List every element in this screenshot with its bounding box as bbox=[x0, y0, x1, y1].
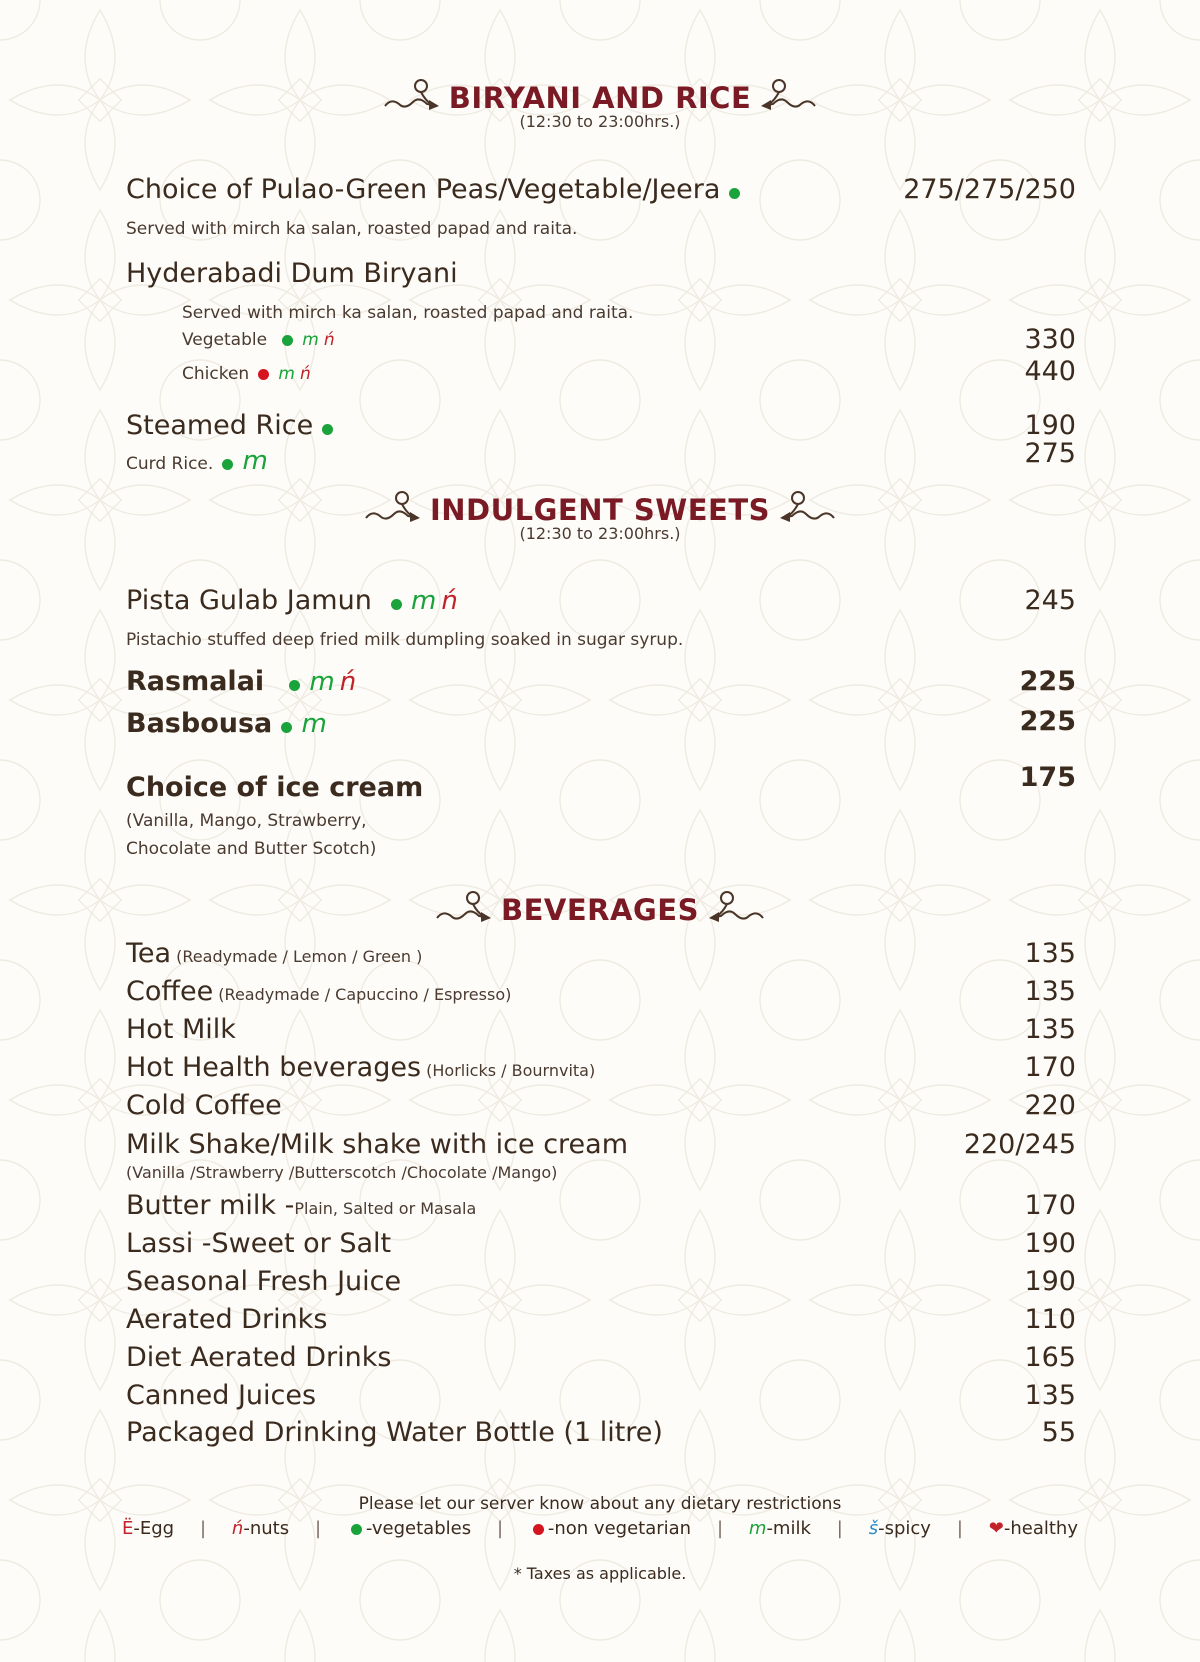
item-price: 165 bbox=[1024, 1342, 1076, 1373]
symbol-legend bbox=[122, 1518, 1078, 1539]
milk-icon: m bbox=[748, 1518, 767, 1539]
nuts-icon: ń bbox=[441, 586, 458, 616]
menu-item-basbousa bbox=[126, 708, 1076, 739]
milk-icon: m bbox=[242, 446, 268, 476]
beverage-water-bottle bbox=[126, 1417, 1076, 1448]
biryani-section-title: BIRYANI AND RICE bbox=[448, 81, 752, 115]
item-name: Rasmalai bbox=[126, 666, 265, 697]
biryani-hours: (12:30 to 23:00hrs.) bbox=[519, 112, 681, 131]
item-price: 220/245 bbox=[963, 1129, 1076, 1160]
item-name: Milk Shake/Milk shake with ice cream bbox=[126, 1129, 629, 1160]
item-name: Choice of Pulao-Green Peas/Vegetable/Jeera bbox=[126, 174, 721, 205]
item-price: 175 bbox=[1019, 762, 1076, 793]
left-flourish-icon bbox=[362, 488, 422, 532]
beverage-fresh-juice bbox=[126, 1266, 1076, 1297]
legend-separator: | bbox=[199, 1518, 207, 1539]
nuts-icon: ń bbox=[339, 667, 357, 697]
dietary-notice: Please let our server know about any dietary restrictions bbox=[358, 1494, 842, 1514]
legend-separator: | bbox=[956, 1518, 963, 1539]
item-name: Butter milk - bbox=[126, 1190, 295, 1221]
item-price: 55 bbox=[1041, 1417, 1076, 1448]
item-name: Hyderabadi Dum Biryani bbox=[126, 258, 458, 289]
item-price: 110 bbox=[1024, 1304, 1076, 1335]
option-label: Chicken bbox=[182, 364, 250, 384]
veg-icon bbox=[282, 335, 293, 346]
dum-biryani-description: Served with mirch ka salan, roasted papad and raita. bbox=[182, 303, 634, 323]
menu-item-steamed-rice bbox=[126, 410, 1076, 441]
beverage-butter-milk bbox=[126, 1190, 1076, 1221]
item-name: Pista Gulab Jamun bbox=[126, 585, 372, 616]
legend-milk: m-milk bbox=[748, 1518, 811, 1539]
item-price: 135 bbox=[1024, 1014, 1076, 1045]
beverage-coffee bbox=[126, 976, 1076, 1007]
item-name: Tea bbox=[126, 938, 172, 969]
option-price: 440 bbox=[1024, 356, 1076, 387]
item-note: (Readymade / Lemon / Green ) bbox=[176, 947, 423, 966]
item-name: Canned Juices bbox=[126, 1380, 317, 1411]
sweets-hours: (12:30 to 23:00hrs.) bbox=[519, 524, 681, 543]
pulao-description: Served with mirch ka salan, roasted papad and raita. bbox=[126, 219, 578, 239]
milk-icon: m bbox=[278, 364, 295, 384]
milk-icon: m bbox=[301, 709, 327, 739]
veg-icon bbox=[289, 680, 300, 691]
item-name: Basbousa bbox=[126, 708, 273, 739]
milk-shake-flavours: (Vanilla /Strawberry /Butterscotch /Chocolate /Mango) bbox=[126, 1163, 558, 1182]
item-name: Seasonal Fresh Juice bbox=[126, 1266, 402, 1297]
item-price: 225 bbox=[1019, 706, 1076, 737]
nuts-icon: ń bbox=[231, 1518, 244, 1539]
menu-item-gulab-jamun bbox=[126, 585, 1076, 616]
item-price: 190 bbox=[1024, 1266, 1076, 1297]
menu-item-pulao bbox=[126, 174, 1076, 205]
item-name: Packaged Drinking Water Bottle (1 litre) bbox=[126, 1417, 663, 1448]
beverage-hot-milk bbox=[126, 1014, 1076, 1045]
item-name: Coffee bbox=[126, 976, 214, 1007]
left-flourish-icon bbox=[381, 76, 441, 120]
nuts-icon: ń bbox=[323, 330, 335, 350]
heart-icon: ❤ bbox=[988, 1518, 1004, 1539]
legend-spicy: š-spicy bbox=[868, 1518, 931, 1539]
beverages-section-title: BEVERAGES bbox=[501, 893, 699, 927]
item-name: Hot Milk bbox=[126, 1014, 236, 1045]
right-flourish-icon bbox=[759, 76, 819, 120]
left-flourish-icon bbox=[433, 888, 493, 932]
item-name: Steamed Rice bbox=[126, 410, 314, 441]
menu-item-curd-rice bbox=[126, 438, 1076, 476]
spicy-icon: š bbox=[868, 1518, 879, 1539]
item-price: 135 bbox=[1024, 938, 1076, 969]
item-price: 190 bbox=[1024, 1228, 1076, 1259]
beverages-section-header bbox=[0, 888, 1200, 932]
beverage-diet-aerated bbox=[126, 1342, 1076, 1373]
option-label: Vegetable bbox=[182, 330, 268, 350]
item-note: (Horlicks / Bournvita) bbox=[426, 1061, 596, 1080]
beverage-milk-shake bbox=[126, 1129, 1076, 1160]
item-price: 220 bbox=[1024, 1090, 1076, 1121]
veg-icon bbox=[322, 424, 333, 435]
legend-non-vegetarian: -non vegetarian bbox=[529, 1518, 691, 1539]
nonveg-icon bbox=[533, 1524, 544, 1535]
sweets-section-title: INDULGENT SWEETS bbox=[429, 493, 771, 527]
beverage-aerated bbox=[126, 1304, 1076, 1335]
item-price: 170 bbox=[1024, 1190, 1076, 1221]
beverage-tea bbox=[126, 938, 1076, 969]
veg-icon bbox=[281, 722, 292, 733]
veg-icon bbox=[222, 459, 233, 470]
biryani-section-header bbox=[0, 76, 1200, 131]
item-name: Aerated Drinks bbox=[126, 1304, 328, 1335]
veg-icon bbox=[351, 1524, 362, 1535]
beverage-lassi bbox=[126, 1228, 1076, 1259]
menu-item-ice-cream bbox=[126, 762, 1076, 803]
nuts-icon: ń bbox=[300, 364, 311, 384]
sweets-section-header bbox=[0, 488, 1200, 543]
legend-separator: | bbox=[314, 1518, 322, 1539]
option-price: 330 bbox=[1024, 324, 1076, 355]
dum-biryani-veg-option bbox=[182, 324, 1076, 355]
ice-cream-flavours-line-1: (Vanilla, Mango, Strawberry, bbox=[126, 811, 367, 831]
item-name: Hot Health beverages bbox=[126, 1052, 422, 1083]
milk-icon: m bbox=[302, 330, 319, 350]
legend-healthy: ❤-healthy bbox=[988, 1518, 1078, 1539]
beverage-canned-juices bbox=[126, 1380, 1076, 1411]
ice-cream-flavours-line-2: Chocolate and Butter Scotch) bbox=[126, 839, 377, 859]
taxes-note: * Taxes as applicable. bbox=[513, 1564, 687, 1583]
item-price: 225 bbox=[1019, 666, 1076, 697]
beverage-cold-coffee bbox=[126, 1090, 1076, 1121]
item-price: 170 bbox=[1024, 1052, 1076, 1083]
item-price: 245 bbox=[1024, 585, 1076, 616]
veg-icon bbox=[729, 188, 740, 199]
legend-egg: Ë-Egg bbox=[122, 1518, 175, 1539]
item-price: 275/275/250 bbox=[903, 174, 1076, 205]
veg-icon bbox=[391, 599, 402, 610]
egg-icon: Ë bbox=[122, 1518, 134, 1539]
legend-separator: | bbox=[716, 1518, 724, 1539]
milk-icon: m bbox=[309, 667, 335, 697]
item-name: Curd Rice. bbox=[126, 454, 214, 474]
dum-biryani-chicken-option bbox=[182, 356, 1076, 387]
item-name: Lassi -Sweet or Salt bbox=[126, 1228, 392, 1259]
legend-separator: | bbox=[496, 1518, 504, 1539]
item-note: (Readymade / Capuccino / Espresso) bbox=[218, 985, 512, 1004]
right-flourish-icon bbox=[778, 488, 838, 532]
beverage-health bbox=[126, 1052, 1076, 1083]
item-price: 135 bbox=[1024, 1380, 1076, 1411]
item-note: Plain, Salted or Masala bbox=[294, 1199, 477, 1218]
legend-nuts: ń-nuts bbox=[231, 1518, 290, 1539]
item-price: 275 bbox=[1024, 438, 1076, 469]
item-name: Choice of ice cream bbox=[126, 772, 424, 803]
item-name: Cold Coffee bbox=[126, 1090, 282, 1121]
item-price: 135 bbox=[1024, 976, 1076, 1007]
right-flourish-icon bbox=[707, 888, 767, 932]
item-price: 190 bbox=[1024, 410, 1076, 441]
menu-item-dum-biryani bbox=[126, 258, 1076, 289]
gulab-jamun-description: Pistachio stuffed deep fried milk dumpling soaked in sugar syrup. bbox=[126, 630, 684, 650]
item-name: Diet Aerated Drinks bbox=[126, 1342, 392, 1373]
nonveg-icon bbox=[258, 369, 269, 380]
menu-item-rasmalai bbox=[126, 666, 1076, 697]
milk-icon: m bbox=[411, 586, 437, 616]
legend-separator: | bbox=[836, 1518, 843, 1539]
legend-vegetables: -vegetables bbox=[347, 1518, 471, 1539]
